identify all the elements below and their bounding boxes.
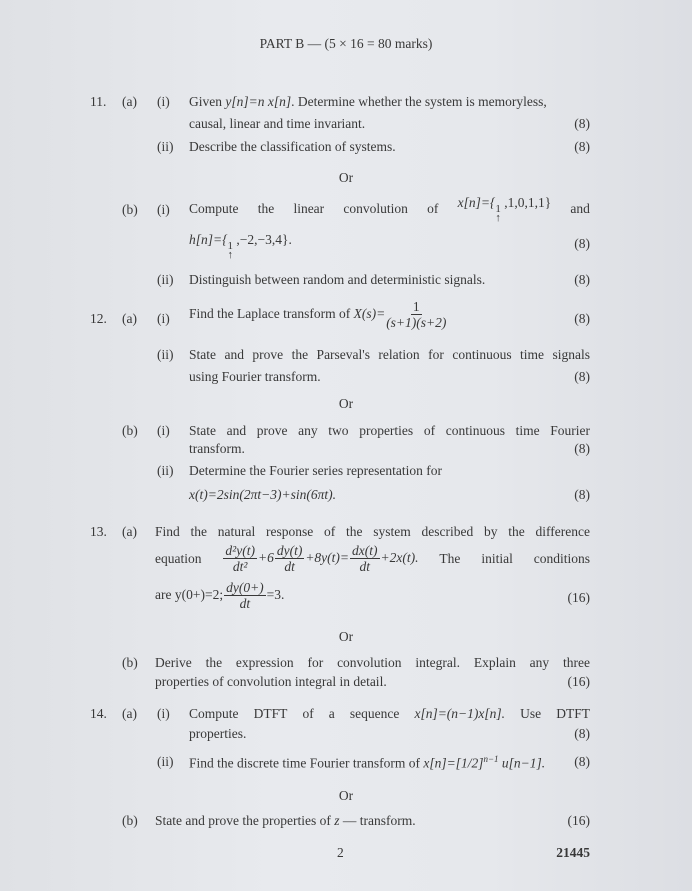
- marks: (8): [574, 487, 590, 502]
- marks: (8): [574, 236, 590, 251]
- part-label: (b): [122, 655, 138, 670]
- question-text: Derive the expression for convolution integral. Explain any three: [155, 655, 590, 670]
- question-text: State and prove the Parseval's relation for continuous time signals: [189, 347, 590, 362]
- question-text: properties.: [189, 726, 247, 741]
- question-text: using Fourier transform.: [189, 369, 321, 384]
- subpart-label: (ii): [157, 139, 174, 154]
- or-separator: Or: [338, 788, 354, 803]
- subpart-label: (i): [157, 311, 170, 326]
- marks: (16): [567, 813, 590, 828]
- question-number: 13.: [90, 524, 107, 539]
- question-text: properties of convolution integral in detail.: [155, 674, 387, 689]
- marks: (16): [567, 674, 590, 689]
- question-text: State and prove the properties of z — transform.: [155, 813, 416, 828]
- part-label: (b): [122, 202, 138, 217]
- differential-equation: equation $\frac{\text{d²y(t)}}{\text{dt²}}$ +6 $\frac{dy(t)}{dt}$ +8y(t)= $\frac{dx(t)}{dt}$ +2x(t). The initial conditions: [155, 543, 590, 574]
- part-label: (a): [122, 524, 137, 539]
- part-label: (a): [122, 311, 137, 326]
- subpart-label: (i): [157, 202, 170, 217]
- question-text: transform.: [189, 441, 245, 456]
- subpart-label: (i): [157, 706, 170, 721]
- question-text: Distinguish between random and deterministic signals.: [189, 272, 486, 287]
- question-number: 12.: [90, 311, 107, 326]
- question-text: Find the discrete time Fourier transform of $x[n]=[1/2]^{n-1}$ u[n−1].: [189, 754, 546, 771]
- subpart-label: (ii): [157, 754, 174, 769]
- part-label: (a): [122, 706, 137, 721]
- math-expression: h[n]={ 1 ↑ ,−2,−3,4}.: [189, 232, 292, 261]
- question-text: Find the natural response of the system described by the difference: [155, 524, 590, 539]
- marks: (8): [574, 441, 590, 456]
- part-heading: PART B — (5 × 16 = 80 marks): [259, 36, 433, 51]
- initial-conditions: are y(0+)=2; $\frac{dy(0+)}{dt}$ =3.: [155, 580, 285, 611]
- question-number: 11.: [90, 94, 107, 109]
- or-separator: Or: [338, 170, 354, 185]
- part-label: (b): [122, 423, 138, 438]
- part-label: (a): [122, 94, 137, 109]
- subpart-label: (ii): [157, 463, 174, 478]
- subpart-label: (i): [157, 94, 170, 109]
- or-separator: Or: [338, 396, 354, 411]
- part-label: (b): [122, 813, 138, 828]
- marks: (8): [574, 311, 590, 326]
- question-text: Compute the linear convolution of x[n]={ 1 ↑ ,1,0,1,1} and: [189, 195, 590, 224]
- math-expression: x(t)=2sin(2πt−3)+sin(6πt).: [189, 487, 336, 502]
- question-text: Find the Laplace transform of X(s)= $\frac{1}{(s+1)(s+2)}$: [189, 299, 447, 330]
- question-number: 14.: [90, 706, 107, 721]
- or-separator: Or: [338, 629, 354, 644]
- subpart-label: (i): [157, 423, 170, 438]
- marks: (8): [574, 369, 590, 384]
- subpart-label: (ii): [157, 272, 174, 287]
- subpart-label: (ii): [157, 347, 174, 362]
- question-text: causal, linear and time invariant.: [189, 116, 366, 131]
- marks: (8): [574, 139, 590, 154]
- marks: (8): [574, 754, 590, 769]
- paper-code: 21445: [556, 845, 590, 860]
- question-text: Compute DTFT of a sequence x[n]=(n−1)x[n]. Use DTFT: [189, 706, 590, 721]
- question-text: Given y[n]=n x[n]. Determine whether the system is memoryless,: [189, 94, 547, 109]
- question-text: State and prove any two properties of continuous time Fourier: [189, 423, 590, 438]
- marks: (8): [574, 726, 590, 741]
- marks: (16): [567, 590, 590, 605]
- question-text: Determine the Fourier series representation for: [189, 463, 443, 478]
- question-text: Describe the classification of systems.: [189, 139, 396, 154]
- marks: (8): [574, 116, 590, 131]
- page-number: 2: [337, 845, 344, 860]
- marks: (8): [574, 272, 590, 287]
